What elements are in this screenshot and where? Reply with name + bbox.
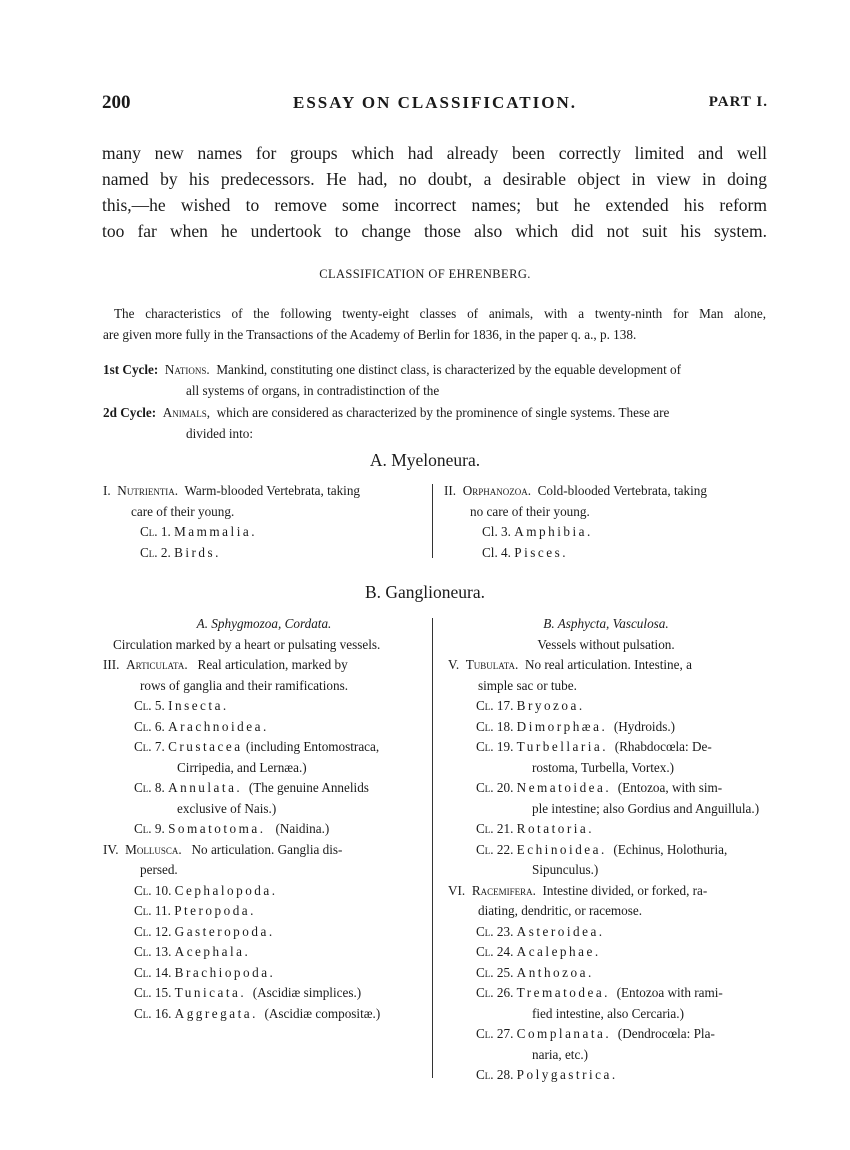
part-label: PART I. xyxy=(708,94,768,110)
group-desc: no care of their young. xyxy=(470,503,590,519)
class-name: Somatotoma. xyxy=(168,821,266,836)
myeloneura-left-column xyxy=(103,481,423,563)
characteristics-paragraph xyxy=(103,304,766,345)
cycle-text: Mankind, constituting one distinct class, is characterized by the equable development of xyxy=(216,362,682,377)
class-name: Crustacea xyxy=(168,739,243,754)
cycle-text: divided into: xyxy=(186,425,254,441)
group-desc: simple sac or tube. xyxy=(478,677,577,693)
cycle-name: Animals, xyxy=(162,405,211,420)
group-numeral: I. xyxy=(103,483,111,498)
class-number: Cl. 15. xyxy=(134,985,172,1000)
class-name: Aggregata. xyxy=(174,1005,258,1021)
class-name: Mammalia. xyxy=(174,524,258,539)
running-title: ESSAY ON CLASSIFICATION. xyxy=(292,93,578,112)
cycle-label: 1st Cycle: xyxy=(103,362,159,377)
group-name: Racemifera. xyxy=(471,882,536,898)
class-note: (Hydroids.) xyxy=(613,718,676,734)
group-desc: Real articulation, marked by xyxy=(197,657,348,672)
class-name: Rotatoria. xyxy=(516,821,595,836)
section-title: CLASSIFICATION OF EHRENBERG. xyxy=(319,267,531,281)
group-numeral: V. xyxy=(448,657,460,672)
class-note: fied intestine, also Cercaria.) xyxy=(532,1005,684,1021)
group-desc: No real articulation. Intestine, a xyxy=(524,657,692,672)
group-desc: Cold-blooded Vertebrata, taking xyxy=(537,483,707,498)
group-desc: persed. xyxy=(140,862,178,877)
intro-line: named by his predecessors. He had, no doubt, a desirable object in view in doing xyxy=(102,169,767,189)
class-note: naria, etc.) xyxy=(532,1046,589,1062)
class-name: Acephala. xyxy=(174,944,251,959)
class-number: Cl. 5. xyxy=(134,698,165,713)
class-number: Cl. 7. xyxy=(134,739,165,754)
class-note: (Dendrocœla: Pla- xyxy=(617,1026,715,1041)
characteristics-line: are given more fully in the Transactions of the Academy of Berlin for 1836, in the paper q. a., p. 138. xyxy=(103,326,637,342)
class-number: Cl. 12. xyxy=(134,923,172,939)
class-note: exclusive of Nais.) xyxy=(177,800,277,816)
group-desc: Intestine divided, or forked, ra- xyxy=(542,882,708,898)
group-desc: diating, dendritic, or racemose. xyxy=(478,903,643,918)
class-note: (Rhabdocœla: De- xyxy=(614,739,712,754)
cycle-text: all systems of organs, in contradistinction of the xyxy=(186,382,440,398)
subgroup-title: B. Asphycta, Vasculosa. xyxy=(543,616,669,631)
ganglioneura-left-column xyxy=(103,614,425,1024)
group-name: Tubulata. xyxy=(465,657,519,672)
class-note: (The genuine Annelids xyxy=(248,780,369,795)
class-note: Cirripedia, and Lernæa.) xyxy=(177,759,307,775)
class-note: rostoma, Turbella, Vortex.) xyxy=(532,759,675,775)
class-note: (Entozoa with rami- xyxy=(616,985,723,1000)
class-number: Cl. 22. xyxy=(476,841,514,857)
myeloneura-right-column xyxy=(444,481,769,563)
class-name: Dimorphæa. xyxy=(516,718,608,734)
class-note: (Ascidiæ simplices.) xyxy=(252,985,362,1000)
class-name: Polygastrica. xyxy=(516,1067,618,1082)
class-name: Tunicata. xyxy=(174,985,247,1000)
class-name: Gasteropoda. xyxy=(174,923,275,939)
group-desc: Warm-blooded Vertebrata, taking xyxy=(184,483,361,498)
class-number: Cl. 28. xyxy=(476,1067,514,1082)
class-note: (Naidina.) xyxy=(275,821,330,836)
class-name: Trematodea. xyxy=(516,985,610,1000)
intro-line: many new names for groups which had already been correctly limited and well xyxy=(102,143,767,163)
class-note: Sipunculus.) xyxy=(532,862,599,877)
class-name: Bryozoa. xyxy=(516,698,585,713)
class-number: Cl. 8. xyxy=(134,780,165,795)
class-name: Complanata. xyxy=(516,1026,612,1041)
class-number: Cl. 17. xyxy=(476,698,514,713)
column-divider xyxy=(432,484,433,558)
group-desc: care of their young. xyxy=(131,503,235,519)
ganglioneura-heading: B. Ganglioneura. xyxy=(364,582,486,602)
class-name: Echinoidea. xyxy=(516,841,607,857)
class-number: Cl. 1. xyxy=(140,524,171,539)
class-number: Cl. 14. xyxy=(134,964,172,980)
myeloneura-heading: A. Myeloneura. xyxy=(369,450,481,470)
class-name: Anthozoa. xyxy=(516,964,594,980)
class-number: Cl. 4. xyxy=(482,544,511,560)
group-numeral: IV. xyxy=(103,841,119,857)
class-name: Pisces. xyxy=(514,544,569,560)
class-number: Cl. 18. xyxy=(476,718,514,734)
group-name: Mollusca. xyxy=(125,841,182,857)
class-name: Turbellaria. xyxy=(516,739,609,754)
class-note: (including Entomostraca, xyxy=(245,739,380,754)
class-name: Insecta. xyxy=(168,698,229,713)
cycle-name: Nations. xyxy=(164,362,210,377)
class-name: Annulata. xyxy=(168,780,243,795)
class-name: Arachnoidea. xyxy=(168,718,269,734)
class-number: Cl. 27. xyxy=(476,1026,514,1041)
class-name: Birds. xyxy=(174,544,221,560)
class-name: Brachiopoda. xyxy=(174,964,276,980)
class-note: (Ascidiæ compositæ.) xyxy=(264,1005,381,1021)
class-number: Cl. 11. xyxy=(134,903,171,918)
class-name: Cephalopoda. xyxy=(174,882,278,898)
group-desc: No articulation. Ganglia dis- xyxy=(191,841,343,857)
class-number: Cl. 24. xyxy=(476,944,514,959)
subgroup-title: A. Sphygmozoa, Cordata. xyxy=(196,616,332,631)
cycle-2 xyxy=(103,403,766,444)
running-header xyxy=(102,92,768,116)
group-name: Articulata. xyxy=(126,657,188,672)
class-name: Nematoidea. xyxy=(516,780,612,795)
class-number: Cl. 23. xyxy=(476,923,514,939)
class-note: ple intestine; also Gordius and Anguillula.) xyxy=(532,800,760,816)
class-number: Cl. 13. xyxy=(134,944,172,959)
class-number: Cl. 16. xyxy=(134,1005,172,1021)
class-number: Cl. 20. xyxy=(476,780,514,795)
class-name: Acalephae. xyxy=(516,944,601,959)
group-numeral: III. xyxy=(103,657,120,672)
intro-line: too far when he undertook to change those also which did not suit his system. xyxy=(102,221,767,241)
class-number: Cl. 26. xyxy=(476,985,514,1000)
cycle-1 xyxy=(103,360,766,401)
class-name: Asteroidea. xyxy=(516,923,605,939)
class-number: Cl. 3. xyxy=(482,524,511,539)
group-numeral: VI. xyxy=(448,882,466,898)
intro-paragraph xyxy=(102,140,767,244)
cycle-label: 2d Cycle: xyxy=(103,405,157,420)
class-name: Amphibia. xyxy=(514,524,593,539)
characteristics-line: The characteristics of the following twenty-eight classes of animals, with a twenty-ninth for Man alone, xyxy=(114,306,766,321)
column-divider xyxy=(432,618,433,1078)
class-number: Cl. 25. xyxy=(476,964,514,980)
cycle-text: which are considered as characterized by the prominence of single systems. These are xyxy=(216,405,670,420)
page-number: 200 xyxy=(102,92,131,113)
ganglioneura-right-column xyxy=(442,614,770,1086)
class-name: Pteropoda. xyxy=(174,903,256,918)
class-number: Cl. 10. xyxy=(134,882,172,898)
group-desc: rows of ganglia and their ramifications. xyxy=(140,677,349,693)
intro-line: this,—he wished to remove some incorrect names; but he extended his reform xyxy=(102,195,767,215)
class-number: Cl. 2. xyxy=(140,544,171,560)
group-name: Nutrientia. xyxy=(117,483,179,498)
group-numeral: II. xyxy=(444,483,457,498)
group-name: Orphanozoa. xyxy=(462,483,532,498)
class-number: Cl. 21. xyxy=(476,821,514,836)
class-number: Cl. 19. xyxy=(476,739,514,754)
class-number: Cl. 6. xyxy=(134,718,165,734)
class-number: Cl. 9. xyxy=(134,821,165,836)
subgroup-desc: Circulation marked by a heart or pulsating vessels. xyxy=(113,636,381,652)
subgroup-desc: Vessels without pulsation. xyxy=(537,636,675,652)
class-note: (Echinus, Holothuria, xyxy=(613,841,728,857)
class-note: (Entozoa, with sim- xyxy=(617,780,723,795)
